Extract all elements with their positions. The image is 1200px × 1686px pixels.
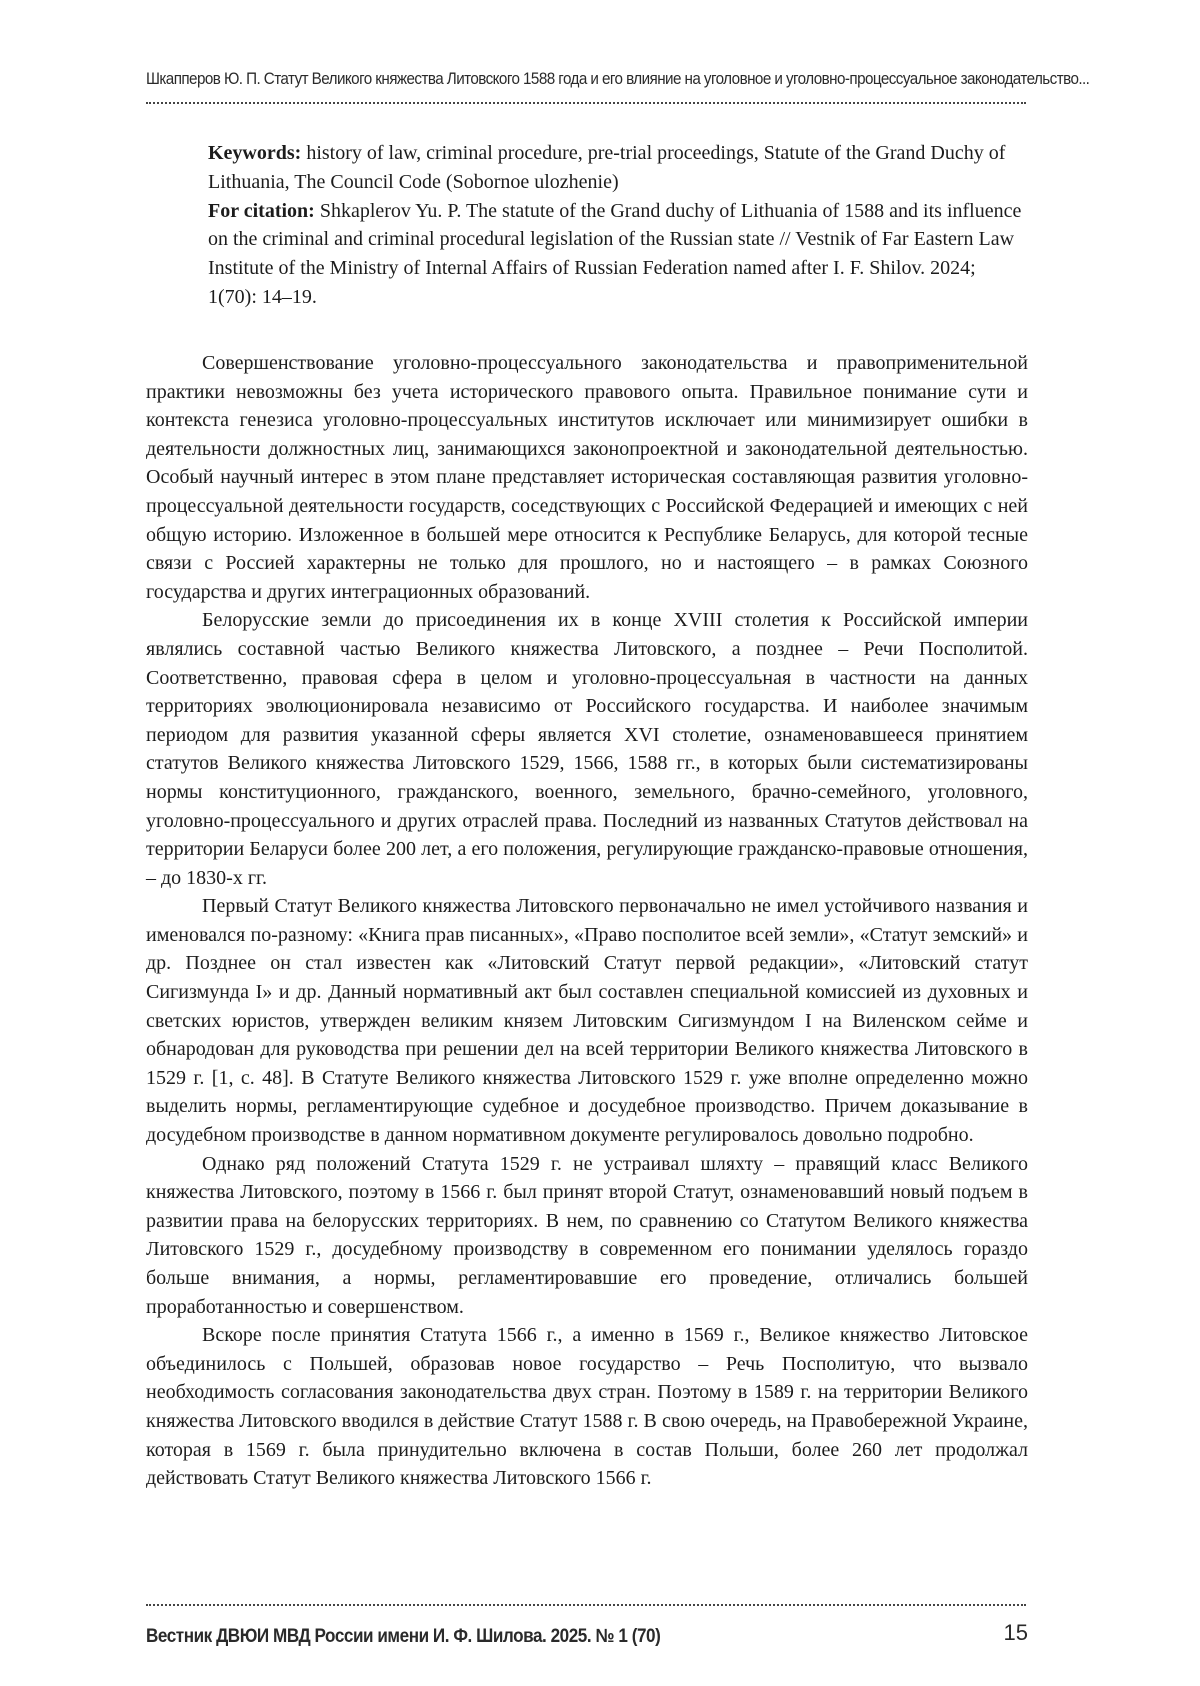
citation-text: Shkaplerov Yu. P. The statute of the Grand duchy of Lithuania of 1588 and its influence on the criminal and criminal procedural legislation of the Russian state // Vestnik of Far Eastern Law Institute of the Ministry of Internal Affairs of Russian Federation named after I. F. Shilov. 2024; 1(70): 14–19. <box>208 199 1022 308</box>
footer-divider <box>146 1604 1026 1606</box>
citation-label: For citation: <box>208 199 315 222</box>
page-number: 15 <box>1003 1620 1028 1645</box>
article-metadata <box>208 139 1028 312</box>
body-paragraph: Совершенствование уголовно-процессуального законодательства и правоприменительной практики невозможны без учета исторического правового опыта. Правильное понимание сути и контекста генезиса уголовно-процессуальных институтов исключает или минимизирует ошибки в деятельности должностных лиц, занимающихся законопроектной и законодательной деятельностью. Особый научный интерес в этом плане представляет историческая составляющая развития уголовно-процессуальной деятельности государств, соседствующих с Российской Федерацией и имеющих с ней общую историю. Изложенное в большей мере относится к Республике Беларусь, для которой тесные связи с Россией характерны не только для прошлого, но и настоящего – в рамках Союзного государства и других интеграционных образований. <box>146 352 1028 603</box>
body-paragraph: Белорусские земли до присоединения их в конце XVIII столетия к Российской империи являлись составной частью Великого княжества Литовского, а позднее – Речи Посполитой. Соответственно, правовая сфера в целом и уголовно-процессуальная в частности на данных территориях эволюционировала независимо от Российского государства. И наиболее значимым периодом для развития указанной сферы является XVI столетие, ознаменовавшееся принятием статутов Великого княжества Литовского 1529, 1566, 1588 гг., в которых были систематизированы нормы конституционного, гражданского, военного, земельного, брачно-семейного, уголовного, уголовно-процессуального и других отраслей права. Последний из названных Статутов действовал на территории Беларуси более 200 лет, а его положения, регулирующие гражданско-правовые отношения, – до 1830-х гг. <box>146 609 1028 889</box>
article-body <box>146 349 1028 1493</box>
body-paragraph: Однако ряд положений Статута 1529 г. не устраивал шляхту – правящий класс Великого княжества Литовского, поэтому в 1566 г. был принят второй Статут, ознаменовавший новый подъем в развитии права на белорусских территориях. В нем, по сравнению со Статутом Великого княжества Литовского 1529 г., досудебному производству в современном его понимании уделялось гораздо больше внимания, а нормы, регламентировавшие его проведение, отличались большей проработанностью и совершенством. <box>146 1152 1028 1318</box>
citation-block <box>208 197 1028 312</box>
body-paragraph: Первый Статут Великого княжества Литовского первоначально не имел устойчивого названия и именовался по-разному: «Книга прав писанных», «Право посполитое всей земли», «Статут земский» и др. Позднее он стал известен как «Литовский Статут первой редакции», «Литовский статут Сигизмунда I» и др. Данный нормативный акт был составлен специальной комиссией из духовных и светских юристов, утвержден великим князем Литовским Сигизмундом I на Виленском сейме и обнародован для руководства при решении дел на всей территории Великого княжества Литовского в 1529 г. [1, с. 48]. В Статуте Великого княжества Литовского 1529 г. уже вполне определенно можно выделить нормы, регламентирующие судебное и досудебное производство. Причем доказывание в досудебном производстве в данном нормативном документе регулировалось довольно подробно. <box>146 895 1028 1147</box>
body-paragraph: Вскоре после принятия Статута 1566 г., а именно в 1569 г., Великое княжество Литовское объединилось с Польшей, образовав новое государство – Речь Посполитую, что вызвало необходимость согласования законодательства двух стран. Поэтому в 1589 г. на территории Великого княжества Литовского вводился в действие Статут 1588 г. В свою очередь, на Правобережной Украине, которая в 1569 г. была принудительно включена в состав Польши, более 260 лет продолжал действовать Статут Великого княжества Литовского 1566 г. <box>146 1324 1028 1490</box>
journal-title: Вестник ДВЮИ МВД России имени И. Ф. Шилова. 2025. № 1 (70) <box>146 1626 661 1647</box>
keywords-block <box>208 139 1028 197</box>
running-head: Шкапперов Ю. П. Статут Великого княжества Литовского 1588 года и его влияние на уголовное и уголовно-процессуальное законодательство... <box>146 70 1090 88</box>
keywords-label: Keywords: <box>208 142 302 164</box>
header-divider <box>146 102 1026 104</box>
keywords-text: history of law, criminal procedure, pre-trial proceedings, Statute of the Grand Duchy of Lithuania, The Council Code (Sobornoe ulozhenie) <box>208 142 1006 193</box>
